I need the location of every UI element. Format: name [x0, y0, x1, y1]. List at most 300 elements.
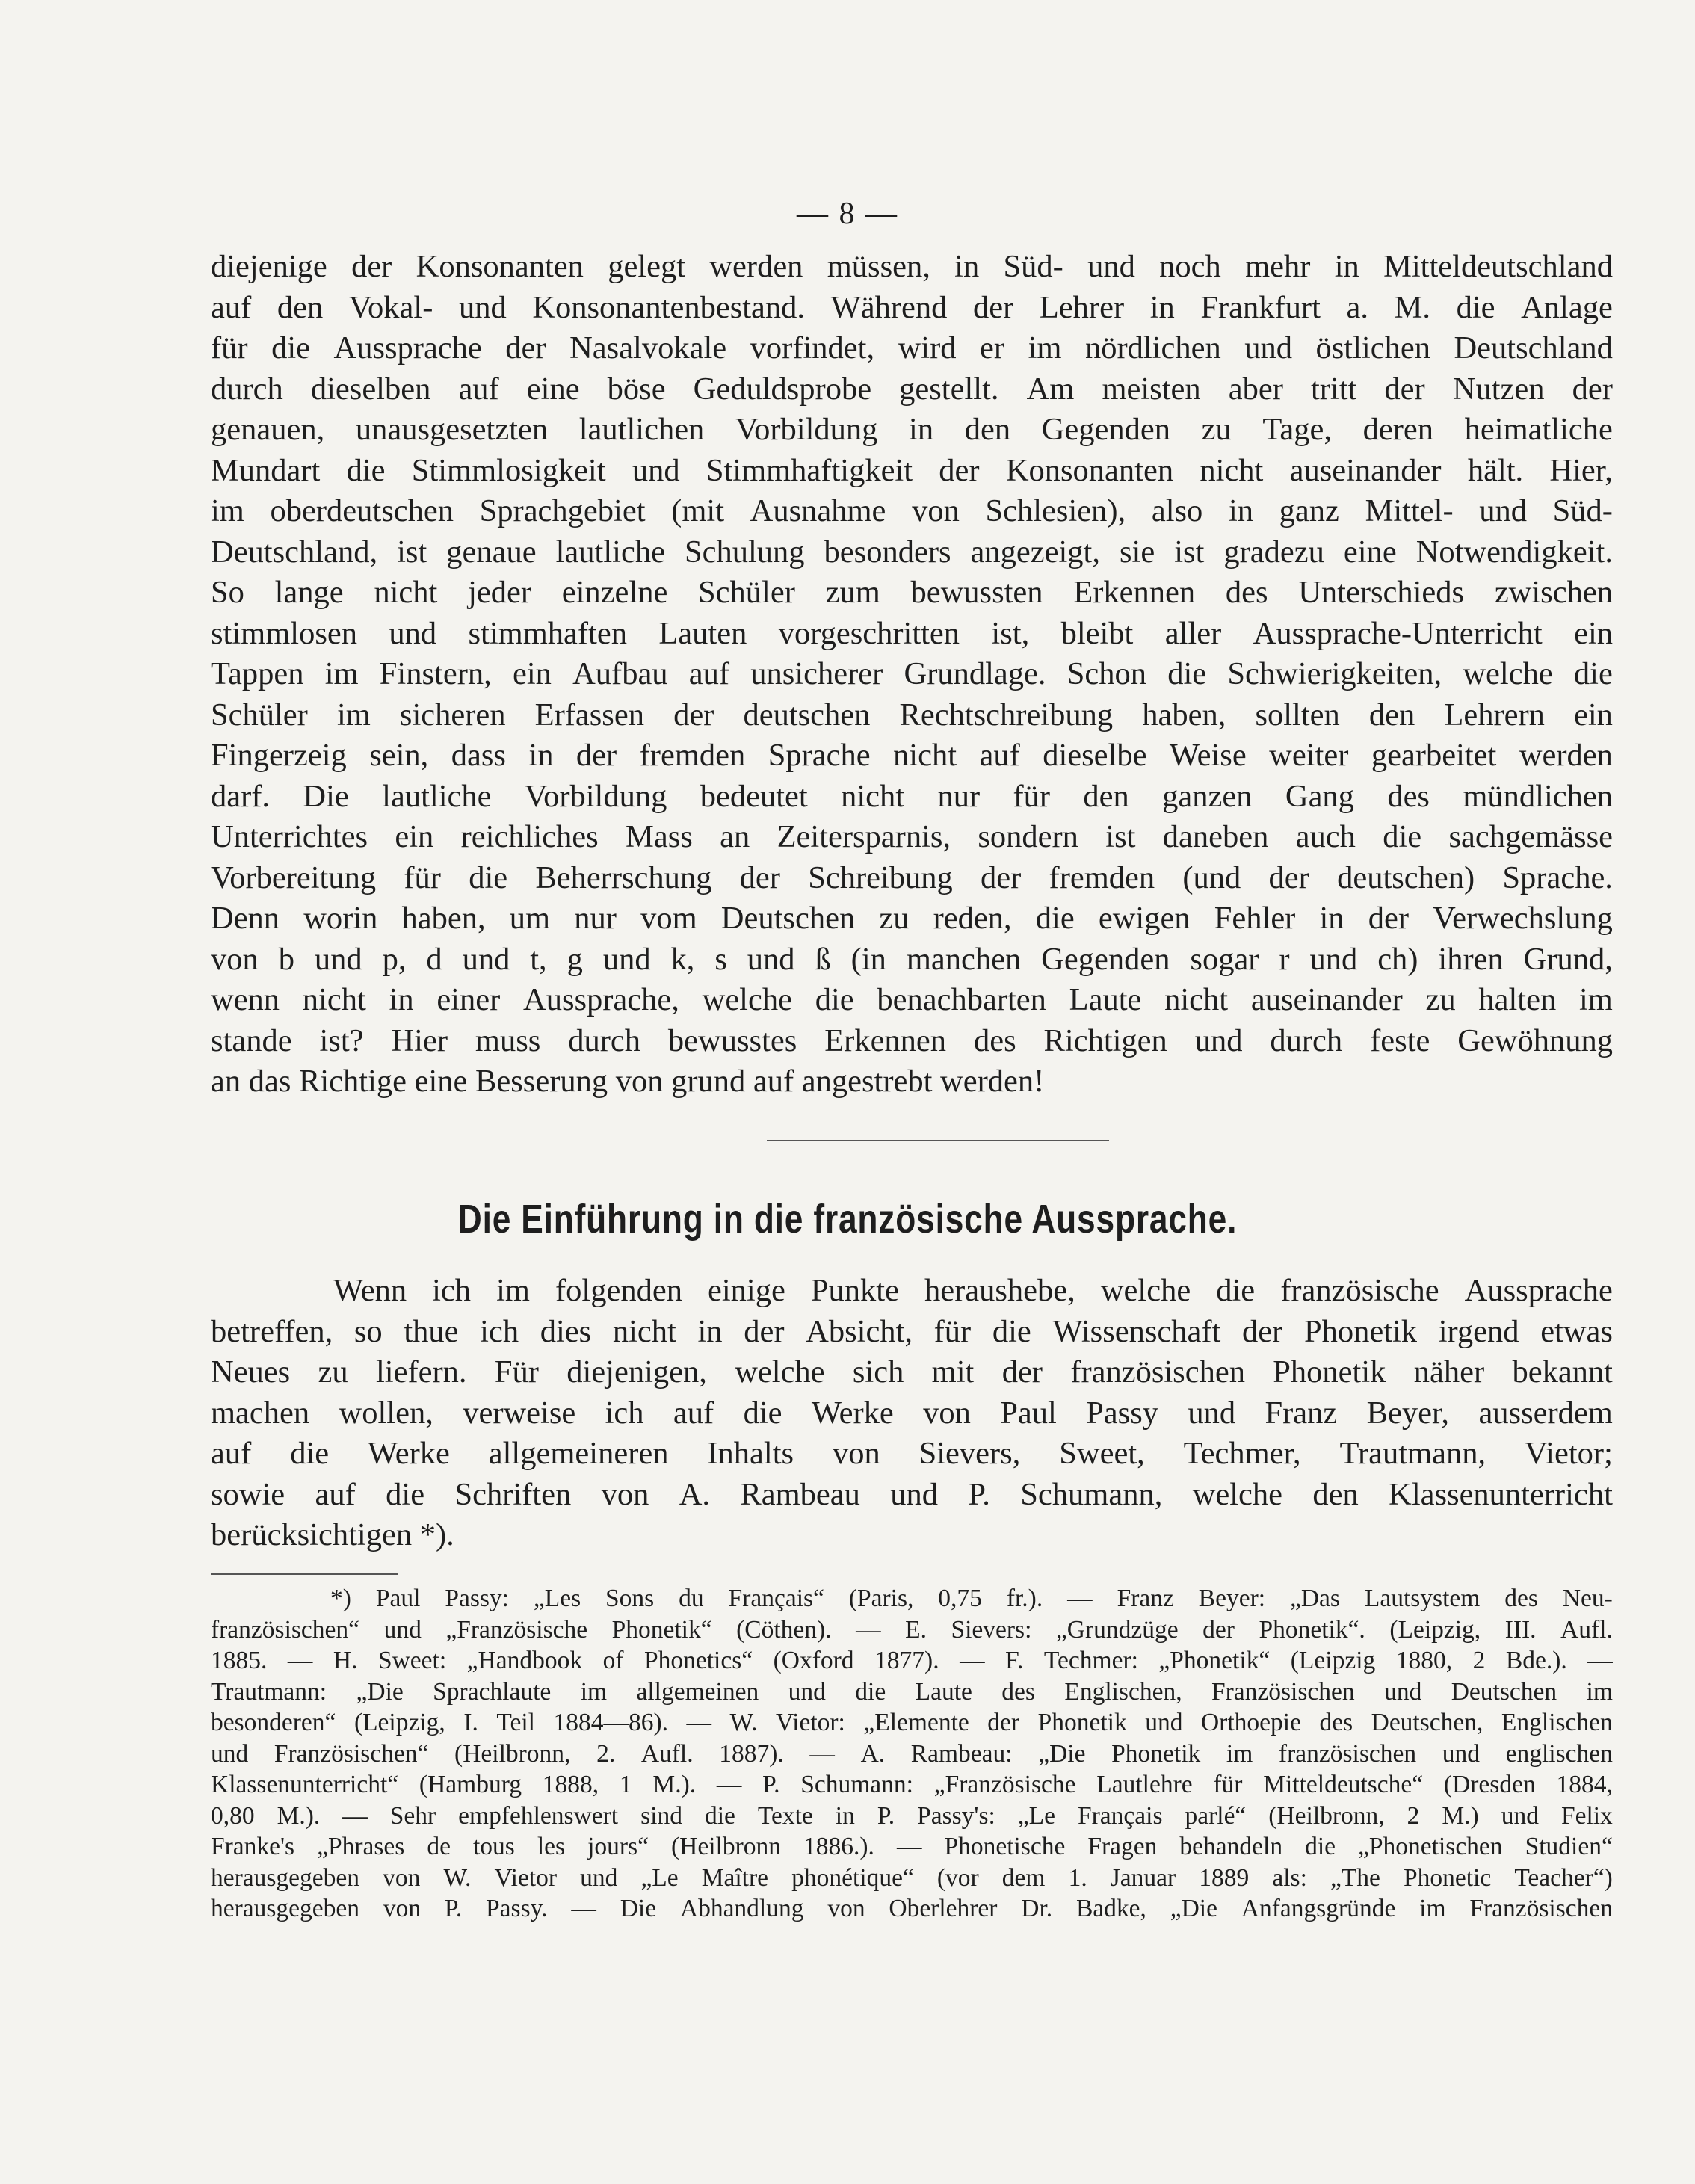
word: so — [353, 1313, 383, 1349]
word: werden — [1519, 738, 1613, 773]
word: also — [1151, 493, 1203, 528]
footnote-line — [211, 1645, 1613, 1676]
word: de — [427, 1833, 451, 1860]
word: s — [714, 941, 727, 977]
word: M.). — [652, 1771, 697, 1798]
word: Orthoepie — [1200, 1709, 1301, 1736]
word: liefern. — [376, 1354, 467, 1389]
word: ein — [1573, 697, 1613, 732]
text-line — [211, 735, 1613, 777]
word: sollten — [1255, 697, 1340, 732]
word: durch — [1270, 1022, 1343, 1058]
text-line — [211, 1475, 1613, 1516]
word: Deutschen — [1451, 1677, 1557, 1706]
word: nicht — [1200, 452, 1264, 488]
word: gestellt. — [899, 371, 999, 407]
word: in — [954, 249, 980, 284]
word: Englischen — [1501, 1709, 1613, 1736]
word: Studien“ — [1525, 1833, 1613, 1860]
word: eine — [526, 371, 580, 407]
word: Gegenden — [1041, 412, 1171, 447]
footnote-line — [211, 1707, 1613, 1739]
word: k, — [670, 941, 695, 977]
word: von — [383, 1895, 422, 1922]
word: g — [566, 941, 583, 977]
word: Sehr — [389, 1801, 436, 1830]
word: ist — [397, 534, 427, 570]
word: angezeigt, — [970, 534, 1100, 570]
word: 1887). — [719, 1739, 784, 1768]
word: von — [383, 1863, 421, 1892]
word: Phonetik“. — [1259, 1615, 1365, 1644]
word: P. — [968, 1476, 990, 1512]
word: die — [992, 1313, 1031, 1349]
text-line — [211, 369, 1613, 410]
word: nicht — [1164, 982, 1229, 1017]
word: der — [1368, 901, 1409, 936]
word: deren — [1362, 412, 1434, 447]
word: die — [1167, 656, 1207, 691]
word: Verwechslung — [1433, 901, 1613, 936]
word: und — [458, 289, 507, 325]
word: der — [1202, 1615, 1235, 1644]
word: Français — [1078, 1801, 1163, 1830]
word: Richtigen — [1043, 1022, 1167, 1058]
word: für — [1213, 1771, 1243, 1798]
word: folgenden — [555, 1273, 682, 1308]
word: 1877). — [874, 1647, 939, 1674]
word: Die — [303, 778, 349, 814]
word: Texte — [757, 1801, 813, 1830]
word: für — [1013, 778, 1051, 814]
word: ewigen — [1098, 901, 1191, 936]
word: Mitteldeutschland — [1383, 249, 1613, 284]
word: machen — [211, 1395, 310, 1431]
word: „Das — [1289, 1585, 1340, 1612]
word: 2 — [1407, 1801, 1420, 1830]
word: auf — [211, 289, 252, 325]
word: Sievers, — [918, 1436, 1021, 1471]
word: in — [835, 1801, 855, 1830]
word: *) — [330, 1585, 351, 1612]
word: sondern — [978, 819, 1078, 854]
word: (Heilbronn, — [1268, 1801, 1385, 1830]
word: Sprachlaute — [433, 1677, 552, 1706]
word: den — [1368, 697, 1415, 732]
word: Passy — [1086, 1395, 1158, 1431]
word: Unterschieds — [1298, 575, 1465, 610]
word: bewusstes — [667, 1022, 797, 1058]
word: Paul — [375, 1585, 421, 1612]
word: „Die — [1170, 1895, 1217, 1922]
word: vom — [640, 901, 697, 936]
text-line: an das Richtige eine Besserung von grund auf angestrebt werden! — [211, 1064, 1045, 1099]
word: an — [720, 819, 750, 854]
word: ich — [480, 1313, 519, 1349]
word: nur — [937, 778, 981, 814]
word: die — [469, 860, 508, 895]
word: Fingerzeig — [211, 738, 347, 773]
word: Finstern, — [379, 656, 492, 691]
word: (Paris, — [848, 1585, 914, 1612]
word: im — [580, 1677, 608, 1706]
word: im — [1226, 1739, 1253, 1768]
intro-paragraph — [211, 1271, 1613, 1556]
word: bewussten — [910, 575, 1043, 610]
word: und — [1145, 1709, 1183, 1736]
word: zu — [1201, 412, 1232, 447]
word: Schüler — [211, 697, 308, 732]
word: bedeutet — [700, 778, 808, 814]
word: Mass — [626, 819, 693, 854]
word: der — [981, 860, 1022, 895]
word: sich — [852, 1354, 904, 1389]
word: von — [912, 493, 960, 528]
word: Süd- — [1003, 249, 1063, 284]
word: einzelne — [561, 575, 668, 610]
word: zu — [1425, 982, 1456, 1017]
text-line — [211, 858, 1613, 899]
word: ch) — [1377, 941, 1418, 977]
word: behandeln — [1179, 1833, 1283, 1860]
word: nur — [574, 901, 617, 936]
word: Erkennen — [1073, 575, 1196, 610]
word: ich — [432, 1273, 472, 1308]
word: Sprache — [768, 738, 871, 773]
word: 1889 — [1199, 1863, 1250, 1892]
word: Paul — [1000, 1395, 1057, 1431]
word: auf — [979, 738, 1020, 773]
word: und — [1194, 1022, 1243, 1058]
word: thue — [404, 1313, 459, 1349]
word: ist? — [319, 1022, 364, 1058]
word: Gewöhnung — [1457, 1022, 1613, 1058]
word: einige — [708, 1273, 785, 1308]
word: „Französische — [933, 1771, 1076, 1798]
word: und — [632, 452, 680, 488]
word: irgend — [1438, 1313, 1519, 1349]
word: „The — [1330, 1863, 1380, 1892]
word: die — [855, 1677, 886, 1706]
word: Phonetik — [1111, 1739, 1201, 1768]
word: fr.). — [1006, 1585, 1043, 1612]
word: diejenigen, — [566, 1354, 707, 1389]
word: ein — [512, 656, 552, 691]
word: „Les — [533, 1585, 581, 1612]
word: Hier, — [1549, 452, 1613, 488]
word: den — [964, 412, 1011, 447]
word: dem — [1001, 1863, 1046, 1892]
word: und — [1501, 1801, 1539, 1830]
word: a. — [1346, 289, 1368, 325]
word: und — [1479, 493, 1528, 528]
word: (Heilbronn, — [454, 1739, 571, 1768]
word: Stimmlosigkeit — [411, 452, 606, 488]
word: Dr. — [1021, 1895, 1053, 1922]
word: Laute — [915, 1677, 972, 1706]
word: die — [1035, 901, 1075, 936]
main-paragraph — [211, 247, 1613, 1102]
word: (Dresden — [1443, 1771, 1536, 1798]
word: und — [580, 1863, 618, 1892]
word: aller — [1164, 615, 1222, 651]
word: mit — [931, 1354, 975, 1389]
word: empfehlenswert — [458, 1801, 619, 1830]
word: böse — [607, 371, 666, 407]
word: Vietor: — [775, 1709, 845, 1736]
word: reichliches — [460, 819, 599, 854]
word: „Die — [1038, 1739, 1086, 1768]
word: und — [314, 941, 362, 977]
word: nicht — [841, 778, 905, 814]
word: fremden — [1049, 860, 1155, 895]
word: von — [211, 941, 259, 977]
word: Beyer: — [1198, 1585, 1266, 1612]
word: dass — [451, 738, 506, 773]
word: und — [462, 941, 510, 977]
word: Zeitersparnis, — [777, 819, 951, 854]
word: näher — [1413, 1354, 1485, 1389]
word: herausgegeben — [211, 1895, 360, 1922]
word: Konsonanten — [1005, 452, 1174, 488]
word: Abhandlung — [679, 1895, 804, 1922]
word: noch — [1159, 249, 1221, 284]
word: ist — [1174, 534, 1205, 570]
word: nördlichen — [1084, 330, 1221, 365]
word: Französischen — [1211, 1677, 1355, 1706]
word: ganz — [1279, 493, 1339, 528]
word: F. — [1005, 1647, 1024, 1674]
word: Erfassen — [534, 697, 644, 732]
word: P. — [444, 1895, 463, 1922]
word: „Grundzüge — [1055, 1615, 1179, 1644]
word: eine — [1343, 534, 1397, 570]
text-line — [211, 695, 1613, 736]
word: sowie — [211, 1476, 285, 1512]
footnote-line — [211, 1739, 1613, 1770]
word: Schriften — [454, 1476, 572, 1512]
word: A. — [679, 1476, 711, 1512]
word: (vor — [936, 1863, 979, 1892]
word: stande — [211, 1022, 292, 1058]
word: — — [809, 1739, 835, 1768]
word: Badke, — [1075, 1895, 1146, 1922]
word: Techmer: — [1043, 1647, 1138, 1674]
word: Sweet: — [377, 1647, 447, 1674]
word: der — [972, 289, 1014, 325]
word: Bde.). — [1505, 1647, 1567, 1674]
word: er — [980, 330, 1005, 365]
word: 1888, — [542, 1771, 599, 1798]
word: Deutschen, — [1371, 1709, 1483, 1736]
word: Phonetic — [1404, 1863, 1492, 1892]
word: Anfangsgründe — [1241, 1895, 1396, 1922]
word: Schon — [1066, 656, 1146, 691]
word: Notwendigkeit. — [1415, 534, 1613, 570]
word: Nutzen — [1452, 371, 1545, 407]
word: 0,80 — [211, 1801, 255, 1830]
text-line — [211, 410, 1613, 451]
word: und — [602, 941, 651, 977]
word: — — [896, 1833, 922, 1860]
text-line — [211, 532, 1613, 573]
word: jours“ — [587, 1833, 649, 1860]
word: des — [1319, 1709, 1353, 1736]
word: die — [386, 1476, 425, 1512]
word: Lehrern — [1444, 697, 1545, 732]
word: Teil — [496, 1709, 535, 1736]
word: der — [505, 330, 546, 365]
word: lautliche — [382, 778, 492, 814]
word: müssen, — [827, 249, 930, 284]
word: vorfindet, — [750, 330, 875, 365]
word: gearbeitet — [1371, 738, 1497, 773]
word: worin — [303, 901, 378, 936]
word: tritt — [1310, 371, 1357, 407]
word: in — [697, 1313, 723, 1349]
word: Fehler — [1214, 901, 1296, 936]
text-line: berücksichtigen *). — [211, 1517, 454, 1552]
word: 1880, — [1395, 1647, 1453, 1674]
word: haben, — [401, 901, 486, 936]
word: allgemeineren — [488, 1436, 669, 1471]
word: durch — [568, 1022, 640, 1058]
word: französische — [1280, 1273, 1439, 1308]
word: der — [1572, 371, 1613, 407]
word: — — [571, 1895, 596, 1922]
word: besonderen“ — [211, 1709, 336, 1736]
word: französischen — [1278, 1739, 1417, 1768]
word: Tage, — [1262, 412, 1333, 447]
word: der — [575, 738, 617, 773]
word: Phonetics“ — [643, 1647, 753, 1674]
word: 1884, — [1556, 1771, 1613, 1798]
text-line — [211, 777, 1613, 818]
word: ich — [605, 1395, 644, 1431]
word: einer — [436, 982, 501, 1017]
page-number: — 8 — — [797, 197, 898, 231]
word: zu — [879, 901, 910, 936]
word: Lehrer — [1039, 289, 1125, 325]
word: Sprache. — [1502, 860, 1613, 895]
word: deutschen) — [1337, 860, 1475, 895]
word: Vorbereitung — [211, 860, 377, 895]
footnote-line — [211, 1863, 1613, 1894]
word: im — [1586, 1677, 1613, 1706]
word: die — [743, 1395, 782, 1431]
word: ihren — [1438, 941, 1504, 977]
word: im — [324, 656, 359, 691]
word: in — [389, 982, 414, 1017]
word: im — [1419, 1895, 1446, 1922]
word: für — [211, 330, 248, 365]
word: Phonetik“ — [611, 1615, 712, 1644]
word: Neu- — [1562, 1585, 1613, 1612]
word: wird — [898, 330, 957, 365]
word: Weise — [1169, 738, 1247, 773]
word: Rambeau: — [910, 1739, 1013, 1768]
word: der — [1384, 371, 1425, 407]
word: auf — [673, 1395, 714, 1431]
word: Französischen — [1469, 1895, 1613, 1922]
word: „Elemente — [863, 1709, 969, 1736]
word: Aussprache — [333, 330, 482, 365]
word: ganzen — [1162, 778, 1253, 814]
word: für — [404, 860, 441, 895]
word: die — [1456, 289, 1495, 325]
word: der — [673, 697, 714, 732]
text-line — [211, 1271, 1613, 1312]
word: in — [1319, 901, 1344, 936]
word: (Heilbronn — [671, 1833, 781, 1860]
text-line — [211, 451, 1613, 492]
word: sind — [640, 1801, 682, 1830]
word: P. — [877, 1801, 895, 1830]
word: die — [1216, 1273, 1256, 1308]
word: in — [528, 738, 554, 773]
word: Schumann: — [800, 1771, 913, 1798]
word: stimmlosen — [211, 615, 357, 651]
word: der — [739, 860, 780, 895]
word: Teacher“) — [1514, 1863, 1613, 1892]
footnote-line — [211, 1614, 1613, 1646]
word: of — [602, 1647, 624, 1674]
word: Schumann, — [1020, 1476, 1163, 1512]
word: „Le — [640, 1863, 679, 1892]
word: auf — [315, 1476, 356, 1512]
word: östlichen — [1315, 330, 1430, 365]
word: Schwierigkeiten, — [1227, 656, 1442, 691]
word: die — [1573, 656, 1613, 691]
word: Aussprache — [1464, 1273, 1613, 1308]
word: Ausnahme — [750, 493, 886, 528]
word: genauen, — [211, 412, 325, 447]
word: weiter — [1269, 738, 1349, 773]
word: zu — [318, 1354, 348, 1389]
word: und — [383, 1615, 422, 1644]
word: Rambeau — [740, 1476, 860, 1512]
word: von — [923, 1395, 971, 1431]
word: parlé“ — [1185, 1801, 1247, 1830]
word: p, — [382, 941, 407, 977]
word: Passy. — [486, 1895, 548, 1922]
word: Geduldsprobe — [693, 371, 872, 407]
word: Klassenunterricht — [1389, 1476, 1613, 1512]
word: herausgegeben — [211, 1863, 360, 1892]
word: Aufl. — [1560, 1615, 1613, 1644]
word: — — [856, 1615, 881, 1644]
word: etwas — [1540, 1313, 1613, 1349]
word: der — [1242, 1313, 1283, 1349]
word: Denn — [211, 901, 280, 936]
word: wollen, — [339, 1395, 433, 1431]
word: welche — [1192, 1476, 1283, 1512]
word: heraushebe, — [924, 1273, 1075, 1308]
word: Klassenunterricht“ — [211, 1771, 399, 1798]
word: 1 — [619, 1771, 632, 1798]
word: „Französische — [445, 1615, 588, 1644]
word: reden, — [933, 901, 1012, 936]
word: daneben — [1162, 819, 1269, 854]
word: (Oxford — [773, 1647, 854, 1674]
word: 2 — [1472, 1647, 1486, 1674]
word: wenn — [211, 982, 280, 1017]
word: Trautmann, — [1339, 1436, 1486, 1471]
word: M. — [1394, 289, 1430, 325]
word: „Handbook — [466, 1647, 583, 1674]
word: meisten — [1102, 371, 1201, 407]
word: Lautlehre — [1096, 1771, 1193, 1798]
